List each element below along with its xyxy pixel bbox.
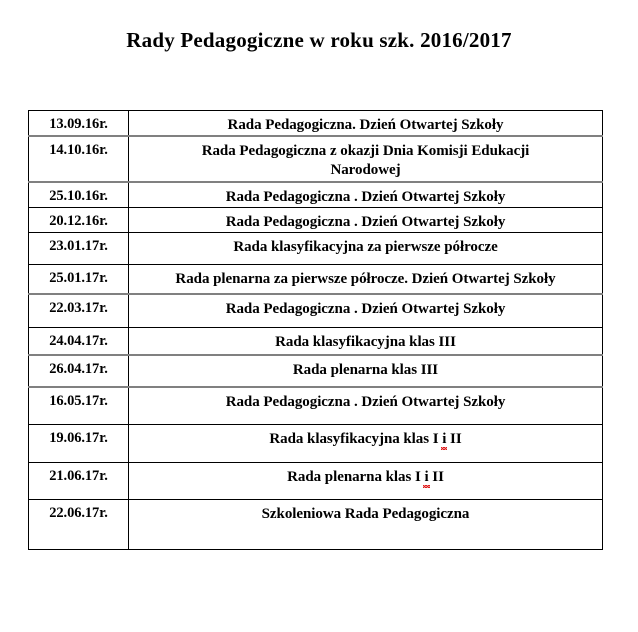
cell-event xyxy=(129,424,603,462)
date-text: 21.06.17r. xyxy=(49,467,108,484)
table-row xyxy=(29,182,603,208)
date-text: 14.10.16r. xyxy=(49,142,108,159)
table-row xyxy=(29,264,603,294)
cell-date xyxy=(29,462,129,499)
cell-event xyxy=(129,387,603,425)
table-row xyxy=(29,207,603,232)
cell-date xyxy=(29,111,129,137)
event-text-prefix: Rada klasyfikacyjna klas I xyxy=(269,430,443,447)
cell-date xyxy=(29,207,129,232)
table-row xyxy=(29,294,603,328)
event-text-line-1: Rada Pedagogiczna z okazji Dnia Komisji Edukacji xyxy=(201,143,530,160)
date-text: 26.04.17r. xyxy=(49,360,108,377)
cell-event xyxy=(129,499,603,549)
event-text: Szkoleniowa Rada Pedagogiczna xyxy=(261,505,470,522)
event-text: Rada Pedagogiczna . Dzień Otwartej Szkoły xyxy=(225,188,506,205)
cell-date xyxy=(29,424,129,462)
date-text: 22.06.17r. xyxy=(49,504,108,521)
event-text: Rada Pedagogiczna. Dzień Otwartej Szkoły xyxy=(227,117,504,133)
cell-date xyxy=(29,136,129,181)
date-text: 25.01.17r. xyxy=(49,269,108,286)
table-row xyxy=(29,424,603,462)
spellcheck-underlined-word: i xyxy=(442,430,446,449)
date-text: 25.10.16r. xyxy=(49,187,108,204)
cell-date xyxy=(29,264,129,294)
cell-event xyxy=(129,207,603,232)
cell-event xyxy=(129,136,603,181)
event-text: Rada plenarna za pierwsze półrocze. Dzień Otwartej Szkoły xyxy=(175,270,556,287)
event-text-suffix: II xyxy=(428,468,444,485)
date-text: 23.01.17r. xyxy=(49,237,108,254)
cell-date xyxy=(29,499,129,549)
table-row xyxy=(29,462,603,499)
cell-event xyxy=(129,327,603,355)
table-row xyxy=(29,136,603,181)
event-text xyxy=(129,463,602,499)
date-text: 16.05.17r. xyxy=(49,392,108,409)
date-text: 20.12.16r. xyxy=(49,212,108,229)
event-text: Rada Pedagogiczna . Dzień Otwartej Szkoły xyxy=(225,300,506,317)
event-text-prefix: Rada plenarna klas I xyxy=(287,468,425,485)
event-text xyxy=(129,425,602,462)
table-row xyxy=(29,232,603,264)
event-text: Rada klasyfikacyjna za pierwsze półrocze xyxy=(233,238,498,255)
table-row xyxy=(29,499,603,549)
event-text: Rada klasyfikacyjna klas III xyxy=(275,333,456,350)
cell-event xyxy=(129,355,603,387)
cell-event xyxy=(129,294,603,328)
cell-date xyxy=(29,182,129,208)
cell-event xyxy=(129,111,603,137)
cell-event xyxy=(129,232,603,264)
event-text-line-2: Narodowej xyxy=(330,162,401,179)
cell-event xyxy=(129,264,603,294)
date-text: 19.06.17r. xyxy=(49,429,108,446)
cell-date xyxy=(29,327,129,355)
event-text: Rada plenarna klas III xyxy=(292,361,439,378)
event-text: Rada Pedagogiczna . Dzień Otwartej Szkoły xyxy=(225,213,506,230)
table-row xyxy=(29,387,603,425)
table-row xyxy=(29,111,603,137)
schedule-table xyxy=(28,110,603,550)
table-row xyxy=(29,327,603,355)
cell-date xyxy=(29,387,129,425)
event-text xyxy=(129,137,602,180)
cell-event xyxy=(129,182,603,208)
cell-date xyxy=(29,355,129,387)
cell-event xyxy=(129,462,603,499)
schedule-table-body xyxy=(29,111,603,550)
event-text: Rada Pedagogiczna . Dzień Otwartej Szkoły xyxy=(225,393,506,410)
date-text: 22.03.17r. xyxy=(49,299,108,316)
page-title: Rady Pedagogiczne w roku szk. 2016/2017 xyxy=(126,28,512,52)
date-text: 24.04.17r. xyxy=(49,332,108,349)
spellcheck-underlined-word: i xyxy=(424,468,428,487)
date-text: 13.09.16r. xyxy=(49,116,108,132)
event-text-suffix: II xyxy=(446,430,462,447)
table-row xyxy=(29,355,603,387)
cell-date xyxy=(29,232,129,264)
cell-date xyxy=(29,294,129,328)
